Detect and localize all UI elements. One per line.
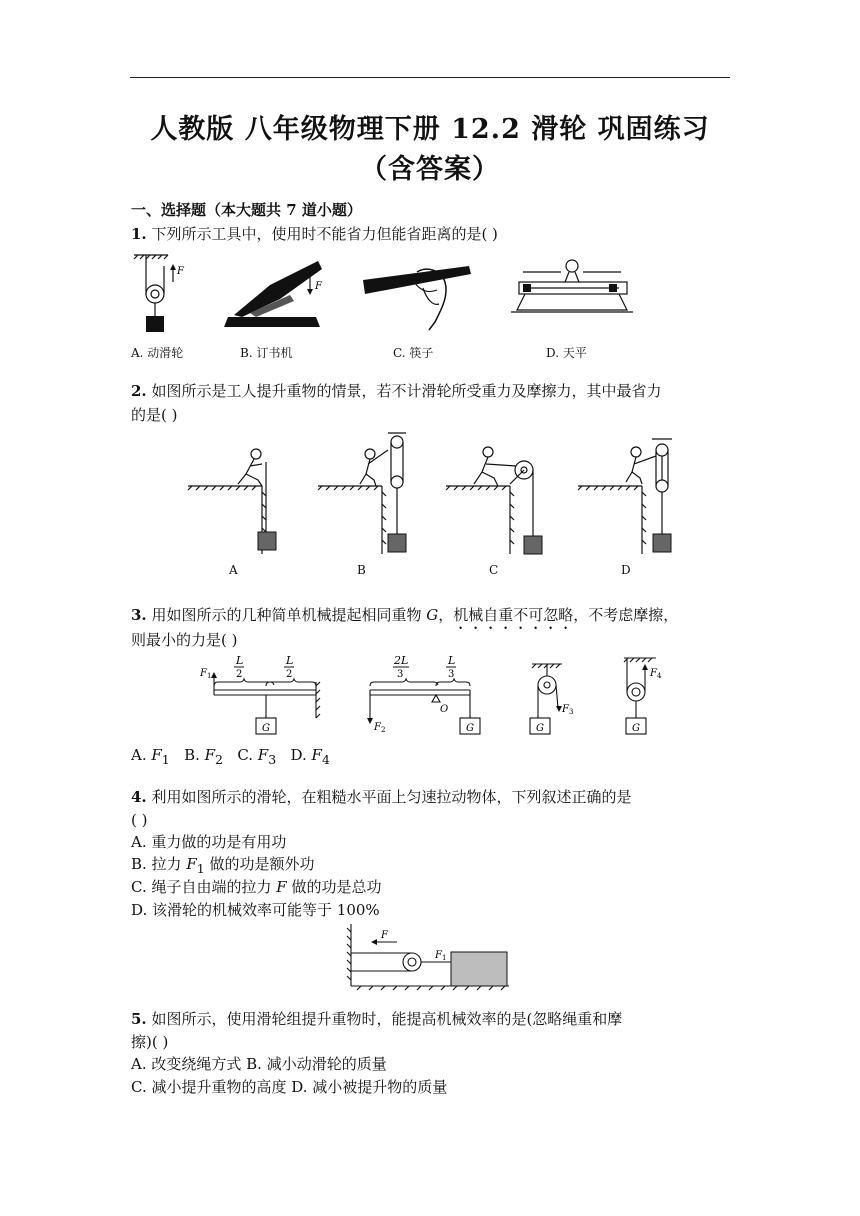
q5-stem-cont: 擦)( ) xyxy=(131,1033,169,1051)
svg-text:F: F xyxy=(381,930,388,941)
q1-option-d: D. 天平 xyxy=(546,346,587,360)
q3-stem-cont: 则最小的力是( ) xyxy=(131,631,238,649)
q5-options-ab: A. 改变绕绳方式 B. 减小动滑轮的质量 xyxy=(131,1055,387,1073)
q1-figure-chopsticks xyxy=(357,260,477,335)
svg-text:L: L xyxy=(286,654,294,667)
q3-options: A. $F_1$ B. $F_2$ C. $F_3$ D. $F_4$ xyxy=(131,746,330,767)
q3-figure-movable-pulley xyxy=(620,654,680,740)
q3-stem: 3. 用如图所示的几种简单机械提起相同重物 G，机械自重不可忽略，不考虑摩擦， xyxy=(131,606,679,624)
q5-options-cd: C. 减小提升重物的高度 D. 减小被提升物的质量 xyxy=(131,1078,448,1096)
svg-text:1: 1 xyxy=(207,672,212,680)
q1-figure-stapler xyxy=(220,255,330,335)
q2-label-c: C xyxy=(489,563,499,577)
svg-text:2: 2 xyxy=(236,669,243,680)
q2-label-b: B xyxy=(357,563,366,577)
svg-text:F: F xyxy=(562,704,569,715)
svg-text:2: 2 xyxy=(381,726,386,734)
q3-figure-lever-2 xyxy=(364,654,494,744)
doc-title: 人教版 八年级物理下册 12.2 滑轮 巩固练习 xyxy=(150,114,710,145)
q2-stem-cont: 的是( ) xyxy=(131,406,178,424)
q4-figure xyxy=(343,920,513,992)
q2-figure-d xyxy=(578,436,678,556)
doc-title-suffix: （含答案） xyxy=(360,154,500,185)
header-rule xyxy=(130,77,730,78)
q1-stem: 1. 下列所示工具中，使用时不能省力但能省距离的是( ) xyxy=(131,225,498,243)
q1-figure-pulley xyxy=(132,252,192,338)
svg-text:G: G xyxy=(466,723,474,734)
svg-text:4: 4 xyxy=(657,672,662,680)
svg-text:O: O xyxy=(440,704,449,715)
q1-f-label: F xyxy=(177,266,184,277)
q4-stem-cont: ( ) xyxy=(131,811,148,829)
q4-option-d: D. 该滑轮的机械效率可能等于 100% xyxy=(131,901,380,919)
q2-stem: 2. 如图所示是工人提升重物的情景，若不计滑轮所受重力及摩擦力，其中最省力 xyxy=(131,382,662,400)
q1-option-b: B. 订书机 xyxy=(240,346,293,360)
svg-text:L: L xyxy=(448,654,456,667)
q2-figure-b xyxy=(318,430,418,555)
q2-label-d: D xyxy=(621,563,631,577)
svg-text:F: F xyxy=(650,668,657,679)
svg-text:F: F xyxy=(374,722,381,733)
svg-text:G: G xyxy=(632,723,640,734)
svg-text:F: F xyxy=(200,668,207,679)
q4-option-b: B. 拉力 $F_1$ 做的功是额外功 xyxy=(131,855,315,876)
q1-option-c: C. 筷子 xyxy=(393,346,434,360)
q3-figure-fixed-pulley xyxy=(528,660,588,742)
svg-text:F: F xyxy=(435,950,442,961)
section-heading: 一、选择题（本大题共 7 道小题） xyxy=(131,201,362,219)
q3-figure-lever-1 xyxy=(198,654,328,742)
q2-figure-a xyxy=(188,440,288,555)
svg-text:3: 3 xyxy=(397,669,404,680)
q5-stem: 5. 如图所示，使用滑轮组提升重物时，能提高机械效率的是(忽略绳重和摩 xyxy=(131,1010,623,1028)
q4-option-a: A. 重力做的功是有用功 xyxy=(131,833,287,851)
q1-option-a: A. 动滑轮 xyxy=(131,346,184,360)
svg-text:2L: 2L xyxy=(394,654,409,667)
q3-emphasis: 机械自重不可忽略 xyxy=(453,606,574,624)
q1-figure-balance xyxy=(507,256,637,318)
q4-option-c: C. 绳子自由端的拉力 F 做的功是总功 xyxy=(131,878,382,896)
svg-text:2: 2 xyxy=(286,669,293,680)
svg-text:F: F xyxy=(315,281,322,292)
svg-text:G: G xyxy=(536,723,544,734)
q4-stem: 4. 利用如图所示的滑轮，在粗糙水平面上匀速拉动物体，下列叙述正确的是 xyxy=(131,788,632,806)
svg-text:L: L xyxy=(236,654,244,667)
q2-figure-c xyxy=(446,440,546,555)
svg-text:3: 3 xyxy=(448,669,455,680)
q2-label-a: A xyxy=(229,563,238,577)
svg-text:1: 1 xyxy=(442,954,447,962)
svg-text:G: G xyxy=(262,723,270,734)
svg-text:3: 3 xyxy=(569,708,574,716)
